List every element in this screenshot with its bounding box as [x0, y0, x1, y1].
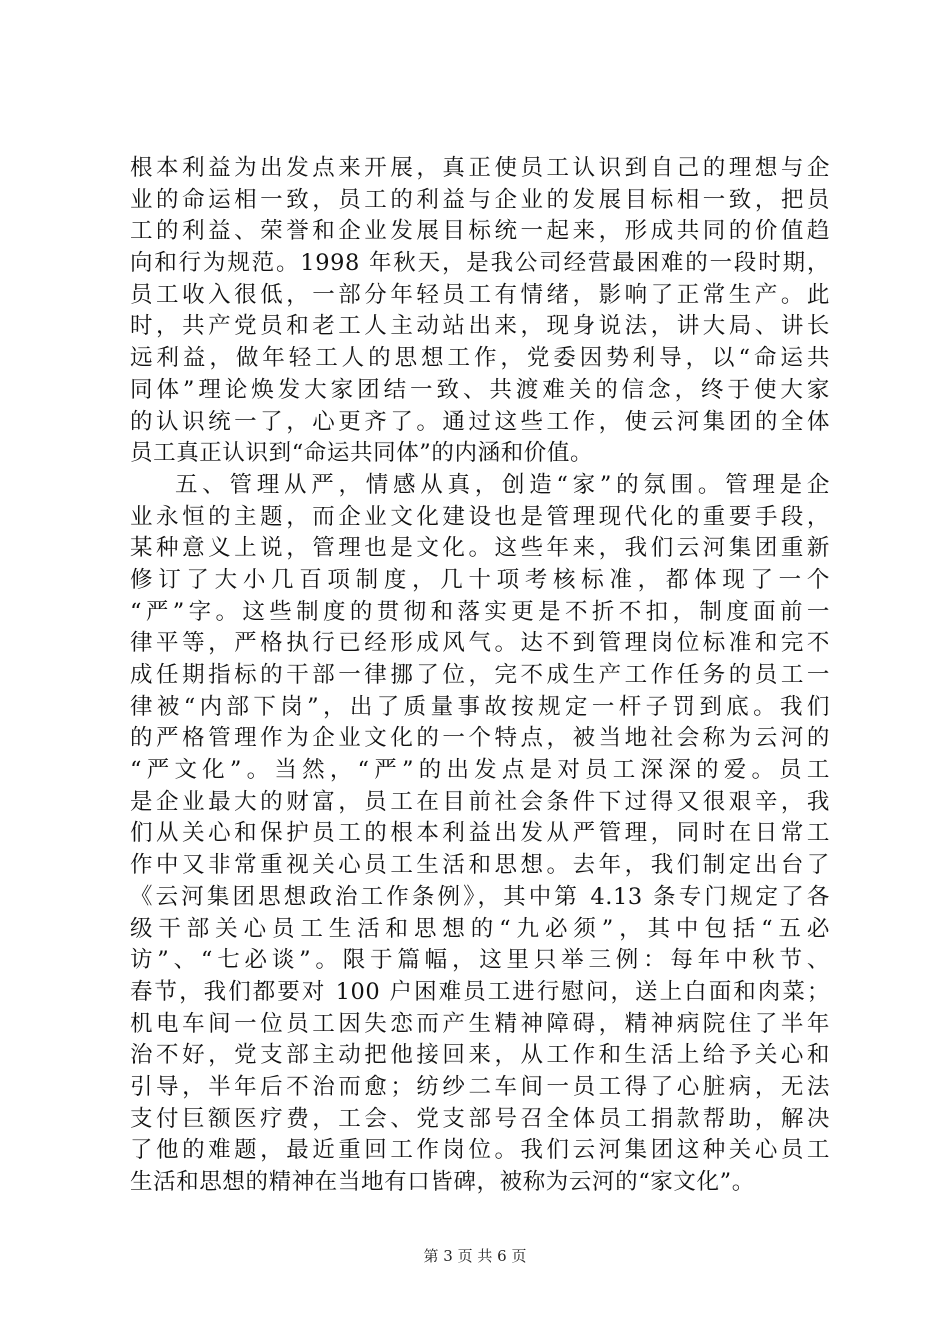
text-line: 修订了大小几百项制度，几十项考核标准，都体现了一个: [130, 566, 830, 593]
text-line: 某种意义上说，管理也是文化。这些年来，我们云河集团重新: [130, 535, 830, 562]
text-line: 春节，我们都要对 100 户困难员工进行慰问，送上白面和肉菜；: [130, 978, 830, 1005]
text-line: 治不好，党支部主动把他接回来，从工作和生活上给予关心和: [130, 1042, 830, 1069]
text-line: 级干部关心员工生活和思想的“九必须”，其中包括“五必: [130, 915, 830, 942]
document-body: [130, 153, 830, 1199]
paragraph-start-line: 五、管理从严，情感从真，创造“家”的氛围。管理是企: [175, 471, 830, 498]
text-line: “严”字。这些制度的贯彻和落实更是不折不扣，制度面前一: [130, 598, 830, 625]
text-line: 作中又非常重视关心员工生活和思想。去年，我们制定出台了: [130, 852, 830, 879]
text-line: 时，共产党员和老工人主动站出来，现身说法，讲大局、讲长: [130, 313, 830, 340]
text-line: 律被“内部下岗”，出了质量事故按规定一杆子罚到底。我们: [130, 693, 830, 720]
text-line: 向和行为规范。1998 年秋天，是我公司经营最困难的一段时期，: [130, 250, 830, 277]
text-line: 访”、“七必谈”。限于篇幅，这里只举三例：每年中秋节、: [130, 947, 830, 974]
text-line: 《云河集团思想政治工作条例》，其中第 4.13 条专门规定了各: [130, 883, 830, 910]
text-line: 支付巨额医疗费，工会、党支部号召全体员工捐款帮助，解决: [130, 1105, 830, 1132]
text-line: 远利益，做年轻工人的思想工作，党委因势利导，以“命运共: [130, 345, 830, 372]
text-line: 同体”理论焕发大家团结一致、共渡难关的信念，终于使大家: [130, 376, 830, 403]
text-line: 机电车间一位员工因失恋而产生精神障碍，精神病院住了半年: [130, 1010, 830, 1037]
text-line: 是企业最大的财富，员工在目前社会条件下过得又很艰辛，我: [130, 788, 830, 815]
text-line: 员工收入很低，一部分年轻员工有情绪，影响了正常生产。此: [130, 281, 830, 308]
text-line: 业永恒的主题，而企业文化建设也是管理现代化的重要手段，: [130, 503, 830, 530]
text-line: 了他的难题，最近重回工作岗位。我们云河集团这种关心员工: [130, 1137, 830, 1164]
text-line: 的认识统一了，心更齐了。通过这些工作，使云河集团的全体: [130, 408, 830, 435]
text-line: 根本利益为出发点来开展，真正使员工认识到自己的理想与企: [130, 155, 830, 181]
text-line: 工的利益、荣誉和企业发展目标统一起来，形成共同的价值趋: [130, 218, 830, 245]
text-line: 们从关心和保护员工的根本利益出发从严管理，同时在日常工: [130, 820, 830, 847]
text-line: 引导，半年后不治而愈；纺纱二车间一员工得了心脏病，无法: [130, 1073, 830, 1100]
text-line: 员工真正认识到“命运共同体”的内涵和价值。: [130, 440, 594, 467]
page-number-footer: 第 3 页 共 6 页: [423, 1247, 527, 1265]
text-line: 生活和思想的精神在当地有口皆碑，被称为云河的“家文化”。: [130, 1169, 755, 1195]
text-line: 的严格管理作为企业文化的一个特点，被当地社会称为云河的: [130, 725, 830, 752]
text-line: “严文化”。当然，“严”的出发点是对员工深深的爱。员工: [130, 757, 830, 784]
text-line: 律平等，严格执行已经形成风气。达不到管理岗位标准和完不: [130, 630, 830, 657]
text-line: 业的命运相一致，员工的利益与企业的发展目标相一致，把员: [130, 186, 830, 213]
text-line: 成任期指标的干部一律挪了位，完不成生产工作任务的员工一: [130, 662, 830, 688]
